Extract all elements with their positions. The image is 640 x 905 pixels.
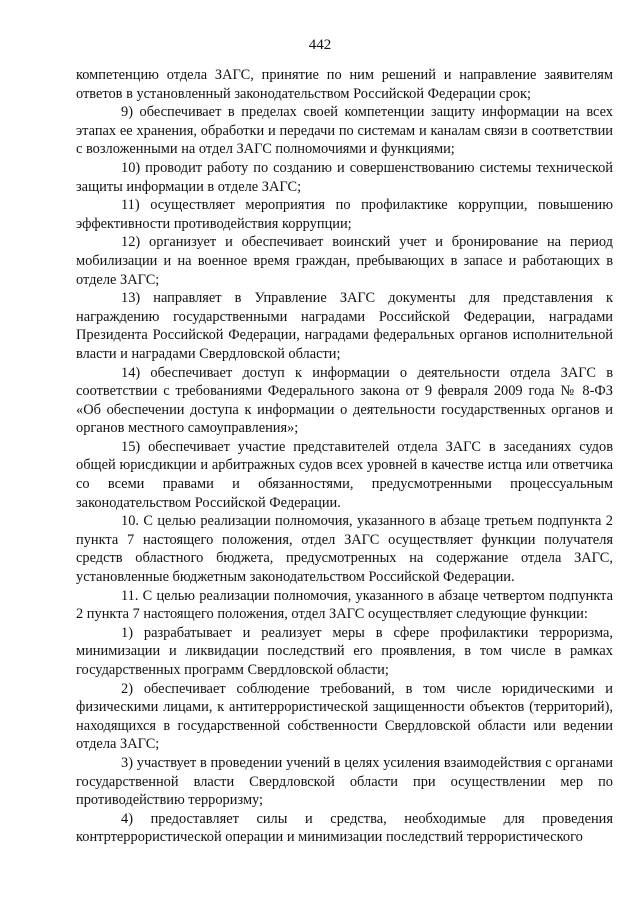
- paragraph-item-13: 13) направляет в Управление ЗАГС документы для представления к награждению государственными наградами Российской Федерации, наградами Президента Российской Федерации, наградами федеральных органов исполнительной власти и наградами Свердловской области;: [76, 290, 613, 362]
- paragraph-subitem-1: 1) разрабатывает и реализует меры в сфере профилактики терроризма, минимизации и ликвидации последствий его проявления, в том числе в рамках государственных программ Свердловской области;: [76, 624, 613, 678]
- paragraph-item-10: 10) проводит работу по созданию и совершенствованию системы технической защиты информации в отделе ЗАГС;: [76, 159, 613, 195]
- paragraph-continuation: компетенцию отдела ЗАГС, принятие по ним решений и направление заявителям ответов в установленный законодательством Российской Федерации срок;: [76, 67, 613, 102]
- paragraph-clause-11: 11. С целью реализации полномочия, указанного в абзаце четвертом подпункта 2 пункта 7 настоящего положения, отдел ЗАГС осуществляет следующие функции:: [76, 587, 613, 623]
- paragraph-subitem-3: 3) участвует в проведении учений в целях усиления взаимодействия с органами государственной власти Свердловской области при осуществлении мер по противодействию терроризму;: [76, 754, 613, 809]
- paragraph-subitem-2: 2) обеспечивает соблюдение требований, в том числе юридическими и физическими лицами, к антитеррористической защищенности объектов (территорий), находящихся в государственной собственности Свердловской области или ведении отдела ЗАГС;: [76, 680, 613, 753]
- paragraph-clause-10: 10. С целью реализации полномочия, указанного в абзаце третьем подпункта 2 пункта 7 настоящего положения, отдел ЗАГС осуществляет функции получателя средств областного бюджета, предусмотренных на содержание отдела ЗАГС, установленные бюджетным законодательством Российской Федерации.: [76, 513, 613, 586]
- paragraph-subitem-4: 4) предоставляет силы и средства, необходимые для проведения контртеррористической операции и минимизации последствий террористического: [76, 810, 613, 846]
- page-number: 442: [308, 37, 332, 53]
- paragraph-item-9: 9) обеспечивает в пределах своей компетенции защиту информации на всех этапах ее хранения, обработки и передачи по системам и каналам связи в соответствии с возложенными на отдел ЗАГС полномочиями и функциями;: [76, 104, 613, 158]
- paragraph-item-15: 15) обеспечивает участие представителей отдела ЗАГС в заседаниях судов общей юрисдикции и арбитражных судов всех уровней в качестве истца или ответчика со всеми правами и обязанностями, предусмотренными процессуальным законодательством Российской Федерации.: [76, 438, 613, 511]
- paragraph-item-11: 11) осуществляет мероприятия по профилактике коррупции, повышению эффективности противодействия коррупции;: [76, 197, 613, 232]
- document-body: [76, 66, 613, 847]
- paragraph-item-12: 12) организует и обеспечивает воинский учет и бронирование на период мобилизации и на военное время граждан, пребывающих в запасе и работающих в отделе ЗАГС;: [76, 234, 613, 288]
- paragraph-item-14: 14) обеспечивает доступ к информации о деятельности отдела ЗАГС в соответствии с требованиями Федерального закона от 9 февраля 2009 года № 8-ФЗ «Об обеспечении доступа к информации о деятельности государственных органов и органов местного самоуправления»;: [76, 364, 613, 437]
